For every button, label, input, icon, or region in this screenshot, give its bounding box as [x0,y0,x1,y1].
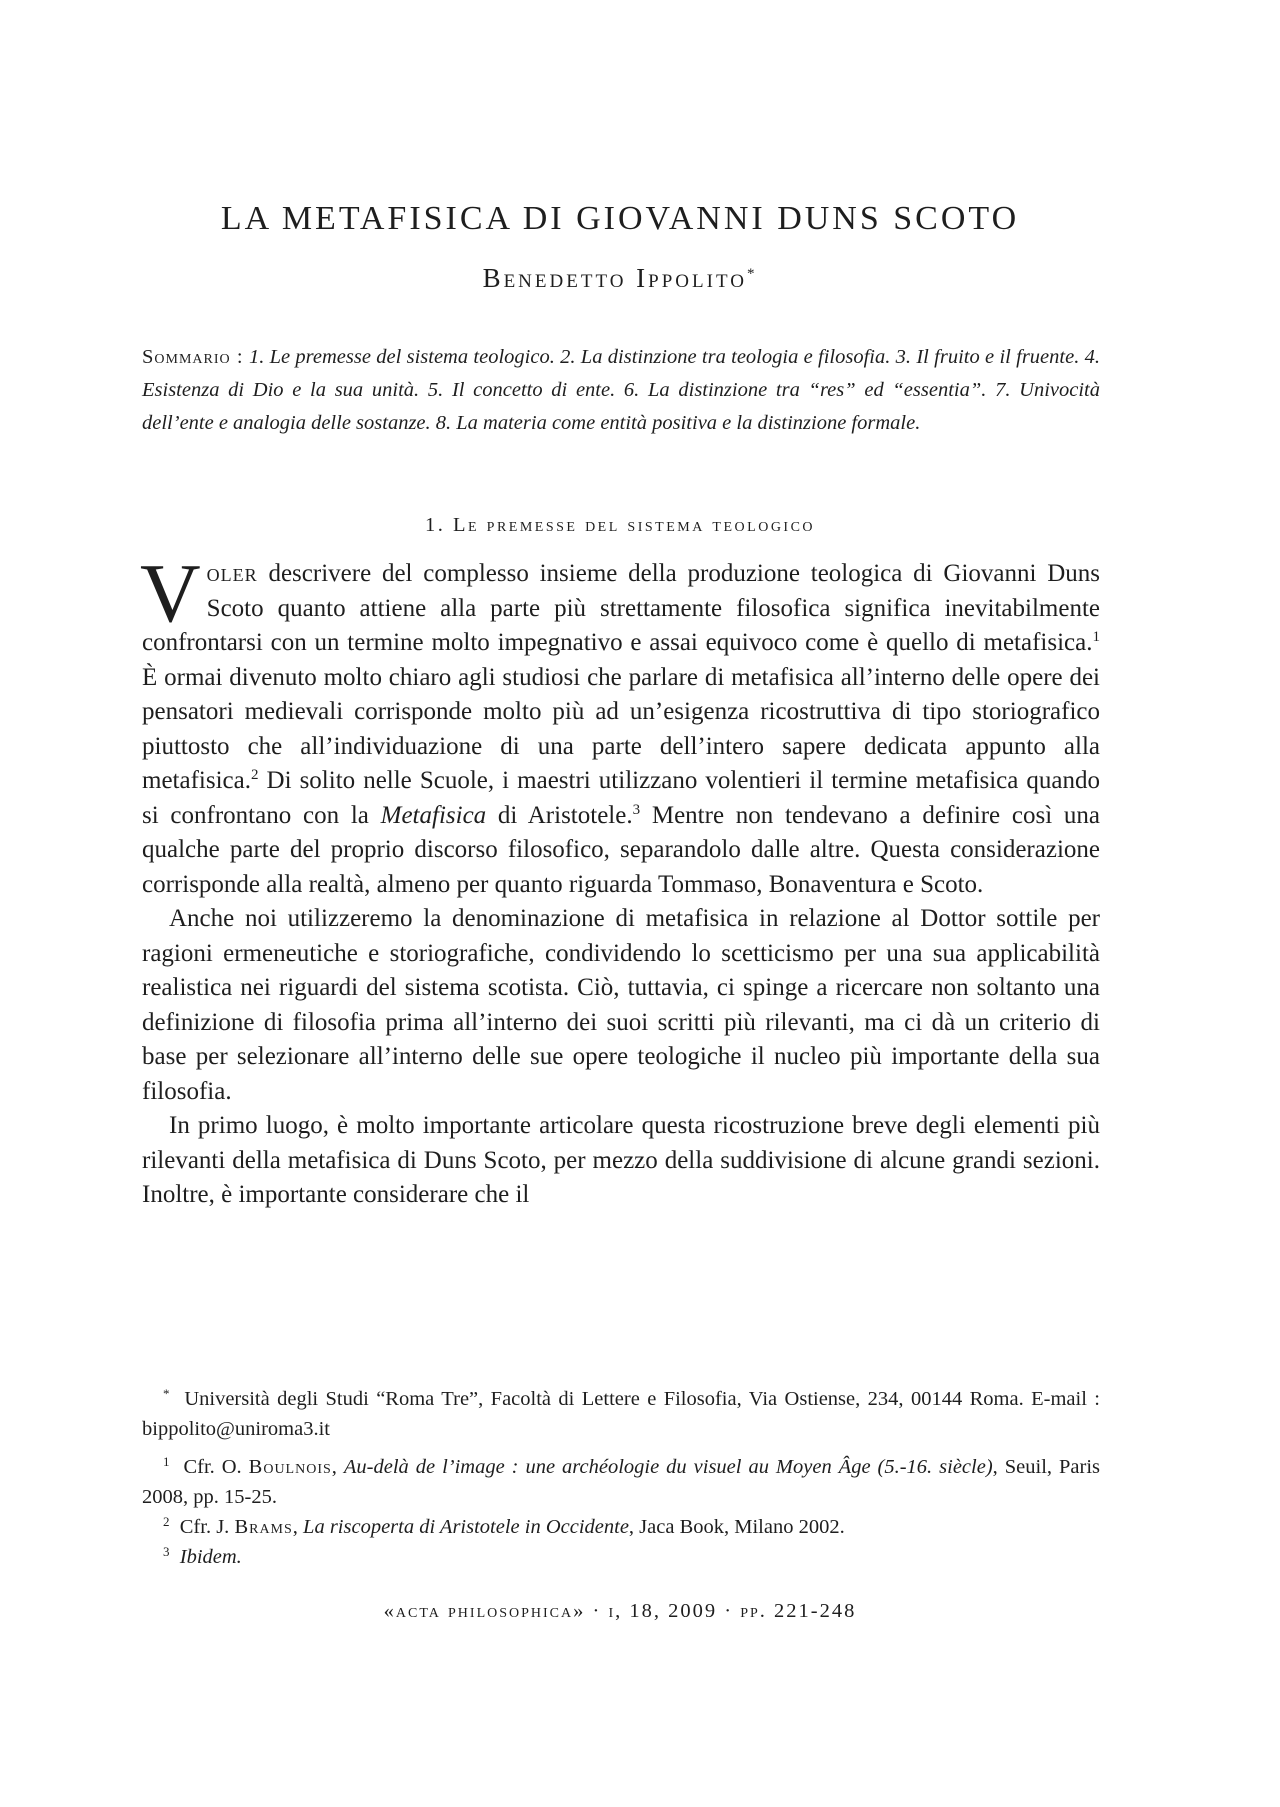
footnote-2 [142,1512,1100,1542]
paragraph-1-text-a: descrivere del complesso insieme della produzione teologica di Giovanni Duns Scoto quanto attiene alla parte più strettamente filosofica significa inevitabilmente confrontarsi con un termine molto impegnativo e assai equivoco come è quello di metafisica. [142,560,1100,656]
footnote-1-post: , Seuil, Paris 2008, pp. 15-25. [142,1456,1100,1508]
footnote-star-text: Università degli Studi “Roma Tre”, Facoltà di Lettere e Filosofia, Via Ostiense, 234, 00144 Roma. E-mail : bippolito@uniroma3.it [142,1388,1100,1440]
author-footnote-mark: * [746,266,758,282]
footnote-2-mark: 2 [163,1514,170,1529]
drop-cap: V [140,547,201,640]
footnote-3-title: Ibidem. [179,1546,242,1568]
footnote-1-pre: Cfr. O. [183,1456,249,1478]
footnote-ref-3: 3 [632,801,641,818]
footnote-3 [142,1542,1100,1572]
summary-block [142,341,1100,440]
work-title-metafisica: Metafisica [380,801,487,829]
body-text [140,547,1101,1213]
section-heading: 1. Le premesse del sistema teologico [424,514,816,536]
footnote-ref-1: 1 [1092,629,1100,645]
footnote-3-mark: 3 [163,1544,170,1559]
footnote-2-title: La riscoperta di Aristotele in Occidente [303,1516,629,1538]
footnote-star [142,1384,1100,1444]
paragraph-1 [140,547,1101,902]
summary-label: Sommario : [142,346,244,368]
footnote-1-author: Boulnois [248,1456,332,1478]
footnote-1-mark: 1 [163,1454,170,1469]
footnote-1-title: Au-delà de l’image : une archéologie du visuel au Moyen Âge (5.-16. siècle) [343,1456,993,1478]
footnote-2-sep: , [292,1516,304,1538]
footnote-2-author: Brams [234,1516,293,1538]
paragraph-1-text-d: di Aristotele. [486,801,633,829]
paragraph-1-text-e: Mentre non tendevano a definire così una qualche parte del proprio discorso filosofico, separandolo dalle altre. Questa considerazione corrisponde alla realtà, almeno per quanto riguarda Tommaso, Bonaventura e Scoto. [142,801,1101,898]
footnote-star-mark: * [163,1386,170,1401]
journal-citation: «acta philosophica» · i, 18, 2009 · pp. 221-248 [383,1600,857,1622]
paragraph-1-text-b: È ormai divenuto molto chiaro agli studiosi che parlare di metafisica all’interno delle opere dei pensatori medievali corrisponde molto più ad un’esigenza ricostruttiva di tipo storiografico piuttosto che all’individuazione di una parte dell’intero sapere dedicata appunto alla metafisica. [142,663,1100,794]
article-author [0,263,1240,294]
paragraph-2: Anche noi utilizzeremo la denominazione di metafisica in relazione al Dottor sottile per ragioni ermeneutiche e storiografiche, condividendo lo scetticismo per una sua applicabilità realistica nei riguardi del sistema scotista. Ciò, tuttavia, ci spinge a ricercare non soltanto una definizione di filosofia prima all’interno dei suoi scritti più rilevanti, ma ci dà un criterio di base per selezionare all’interno delle sue opere teologiche il nucleo più importante della sua filosofia. [142,905,1100,1105]
footnote-2-pre: Cfr. J. [179,1516,235,1538]
author-name: Benedetto Ippolito [482,263,747,293]
footnote-ref-2: 2 [250,767,259,783]
paragraph-1-text-c: Di solito nelle Scuole, i maestri utilizzano volentieri il termine metafisica quando si confrontano con la [142,767,1100,829]
footnote-2-post: , Jaca Book, Milano 2002. [628,1516,845,1538]
lead-in: oler [206,560,258,587]
article-title: LA METAFISICA DI GIOVANNI DUNS SCOTO [220,200,1020,237]
footnotes [142,1384,1100,1572]
summary-items: 1. Le premesse del sistema teologico. 2. La distinzione tra teologia e filosofia. 3. Il fruito e il fruente. 4. Esistenza di Dio e la sua unità. 5. Il concetto di ente. 6. La distinzione tra “res” ed “essentia”. 7. Univocità dell’ente e analogia delle sostanze. 8. La materia come entità positiva e la distinzione formale. [142,346,1101,434]
footnote-1-sep: , [331,1456,344,1478]
paragraph-3: In primo luogo, è molto importante articolare questa ricostruzione breve degli elementi più rilevanti della metafisica di Duns Scoto, per mezzo della suddivisione di alcune grandi sezioni. Inoltre, è importante considerare che il [142,1112,1100,1208]
footnote-1 [142,1452,1100,1512]
